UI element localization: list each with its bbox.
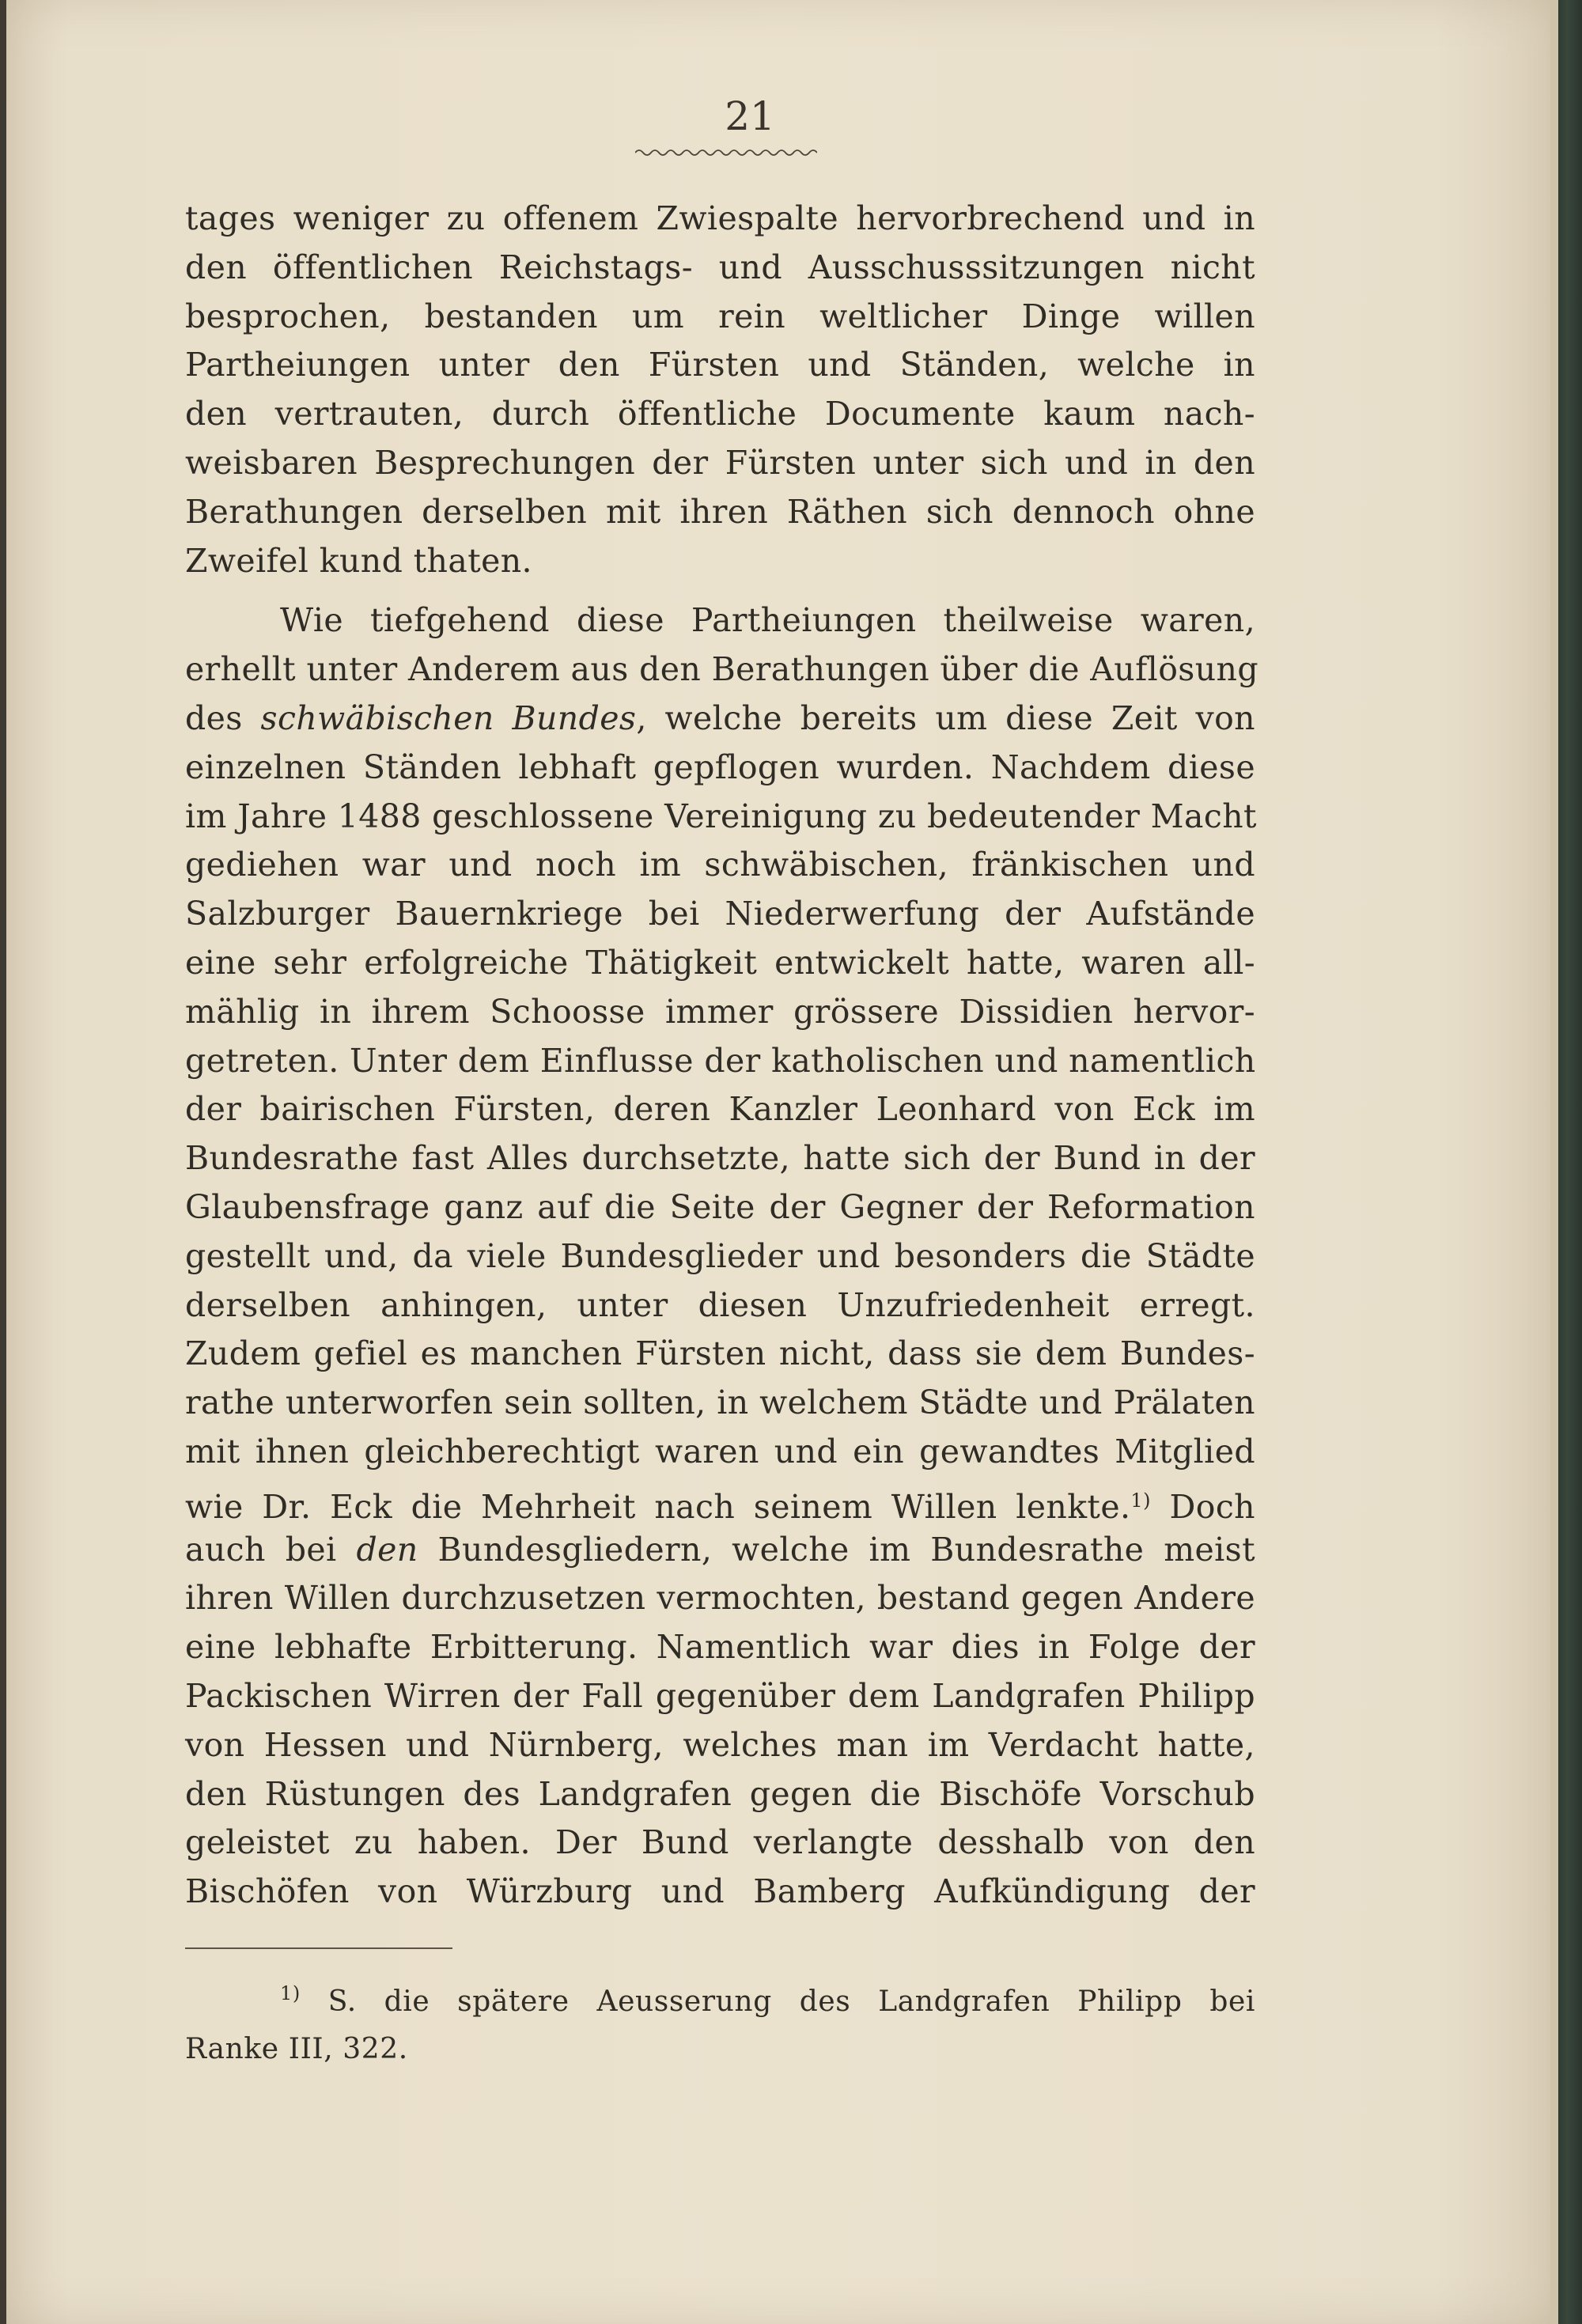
text-line: Bischöfen von Würzburg und Bamberg Aufkündigung der (185, 1872, 1255, 1911)
text-line: getreten. Unter dem Einflusse der katholischen und namentlich (185, 1041, 1256, 1080)
text-line: Salzburger Bauernkriege bei Niederwerfung der Aufstände (185, 895, 1255, 933)
footnote-separator (185, 1947, 452, 1949)
text-line: eine lebhafte Erbitterung. Namentlich war dies in Folge der (185, 1628, 1255, 1667)
book-page (6, 0, 1558, 2324)
book-cover-edge (1558, 0, 1582, 2324)
text-line: von Hessen und Nürnberg, welches man im Verdacht hatte, (185, 1725, 1255, 1764)
text-rest: , welche bereits um diese Zeit von (636, 698, 1255, 737)
text-line: im Jahre 1488 geschlossene Vereinigung zu bedeutender Macht (185, 797, 1257, 835)
footnote-line: Ranke III, 322. (185, 2033, 408, 2065)
footnote-text: S. die spätere Aeusserung des Landgrafen Philipp bei (327, 1985, 1255, 2018)
text-line: Packischen Wirren der Fall gegenüber dem Landgrafen Philipp (185, 1676, 1255, 1715)
text-line: geleistet zu haben. Der Bund verlangte desshalb von den (185, 1823, 1255, 1862)
text-line: gestellt und, da viele Bundesglieder und besonders die Städte (185, 1236, 1255, 1275)
body-text (185, 195, 1258, 1917)
text-line-with-italic (185, 1526, 1255, 1575)
text-line: rathe unterworfen sein sollten, in welchem Städte und Prälaten (185, 1383, 1255, 1422)
text-line: besprochen, bestanden um rein weltlicher Dinge willen (185, 297, 1255, 335)
text-line: weisbaren Besprechungen der Fürsten unter sich und in den (185, 443, 1255, 482)
text-segment: Doch (1169, 1487, 1255, 1526)
footnote-line (185, 1970, 1255, 2026)
text-line: erhellt unter Anderem aus den Berathungen über die Auflösung (185, 650, 1258, 689)
footnote-marker: 1) (280, 1982, 301, 2004)
page-fore-edge (1550, 0, 1558, 2324)
text-segment: auch bei (185, 1530, 337, 1569)
text-line: derselben anhingen, unter diesen Unzufriedenheit erregt. (185, 1285, 1255, 1324)
paragraph-first-line: Wie tiefgehend diese Partheiungen theilweise waren, (280, 601, 1255, 640)
text-line: eine sehr erfolgreiche Thätigkeit entwickelt hatte, waren all- (185, 943, 1255, 982)
text-line: Partheiungen unter den Fürsten und Ständen, welche in (185, 346, 1255, 384)
text-line: Zudem gefiel es manchen Fürsten nicht, dass sie dem Bundes- (185, 1334, 1255, 1373)
text-line: der bairischen Fürsten, deren Kanzler Leonhard von Eck im (185, 1090, 1255, 1129)
italic-den: den (356, 1530, 418, 1569)
text-line: den vertrauten, durch öffentliche Documente kaum nach- (185, 395, 1255, 433)
text-line: mählig in ihrem Schoosse immer grössere Dissidien hervor- (185, 992, 1255, 1031)
text-line: tages weniger zu offenem Zwiespalte hervorbrechend und in (185, 199, 1255, 237)
text-segment: Bundesgliedern, welche im Bundesrathe meist (437, 1530, 1255, 1569)
text-line: Berathungen derselben mit ihren Räthen sich dennoch ohne (185, 492, 1255, 531)
text-des: des (185, 698, 243, 737)
page-number: 21 (725, 93, 775, 139)
decorative-rule-ornament (635, 144, 817, 161)
text-line: Bundesrathe fast Alles durchsetzte, hatte sich der Bund in der (185, 1139, 1255, 1178)
footnote-reference: 1) (1130, 1489, 1151, 1512)
text-line: den Rüstungen des Landgrafen gegen die Bischöfe Vorschub (185, 1774, 1255, 1813)
footnote (185, 1970, 1255, 2073)
italic-schwaebischen-bundes: schwäbischen Bundes (260, 698, 637, 737)
text-line-with-italic (185, 695, 1255, 744)
text-line: den öffentlichen Reichstags- und Ausschusssitzungen nicht (185, 248, 1255, 286)
text-line: ihren Willen durchzusetzen vermochten, bestand gegen Andere (185, 1579, 1255, 1618)
text-line: mit ihnen gleichberechtigt waren und ein gewandtes Mitglied (185, 1432, 1255, 1470)
text-line: einzelnen Ständen lebhaft gepflogen wurden. Nachdem diese (185, 748, 1255, 786)
book-spine-edge (0, 0, 6, 2324)
text-line: Zweifel kund thaten. (185, 541, 532, 580)
text-line-with-footnote-ref (185, 1477, 1255, 1526)
text-line: gediehen war und noch im schwäbischen, fränkischen und (185, 846, 1255, 884)
text-line: Glaubensfrage ganz auf die Seite der Gegner der Reformation (185, 1187, 1255, 1226)
text-segment: wie Dr. Eck die Mehrheit nach seinem Willen lenkte. (185, 1487, 1131, 1526)
